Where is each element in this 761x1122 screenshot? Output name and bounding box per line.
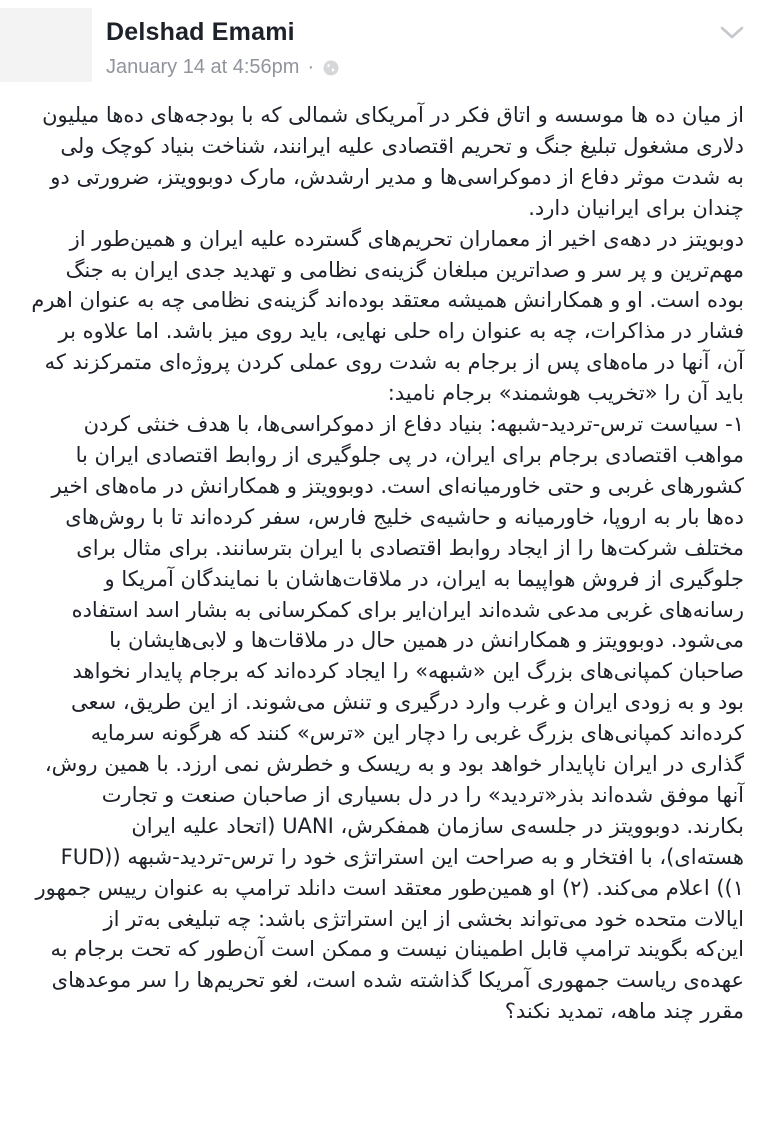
author-name[interactable]: Delshad Emami — [106, 18, 295, 46]
post-paragraph: از میان ده ها موسسه و اتاق فکر در آمریکای شمالی که با بودجه‌های ده‌ها میلیون دلاری مشغول تبلیغ جنگ و تحریم اقتصادی علیه ایرانند، شناخت بنیاد کوچک ولی به شدت موثر دفاع از دموکراسی‌ها و مدیر ارشدش، مارک دوبوویتز، ضرورتی دو چندان برای ایرانیان دارد. — [42, 103, 744, 220]
post-timestamp[interactable]: January 14 at 4:56pm — [106, 56, 300, 78]
post-meta — [106, 56, 340, 79]
post-paragraph: دوبویتز در دهه‌ی اخیر از معماران تحریم‌های گسترده علیه ایران و همین‌طور از مهم‌ترین و پر سر و صداترین مبلغان گزینه‌ی نظامی و تهدید جدی ایران به جنگ بوده است. او و همکارانش همیشه معتقد بوده‌اند گزینه‌ی نظامی چه به عنوان اهرم فشار در مذاکرات، چه به عنوان راه حلی نهایی، باید روی میز باشد. اما علاوه بر آن، آنها در ماه‌های پس از برجام به شدت روی عملی کردن پروژه‌ای متمرکزند که باید آن را «تخریب هوشمند» برجام نامید: — [31, 226, 744, 406]
post-body — [22, 100, 744, 1027]
avatar[interactable] — [0, 8, 92, 82]
post-header — [0, 0, 761, 90]
chevron-down-icon[interactable] — [718, 22, 746, 42]
globe-icon[interactable] — [322, 59, 340, 77]
post-paragraph: ۱- سیاست ترس-تردید-شبهه: بنیاد دفاع از دموکراسی‌ها، با هدف خنثی کردن مواهب اقتصادی برجام برای ایران، در پی جلوگیری از روابط اقتصادی ایران با کشورهای غربی و حتی خاورمیانه‌ای است. دوبوویتز و همکارانش در ماه‌های اخیر ده‌ها بار به اروپا، خاورمیانه و حاشیه‌ی خلیج فارس، سفر کرده‌اند تا با روش‌های مختلف شرکت‌ها را از ایجاد روابط اقتصادی با ایران بترسانند. برای مثال برای جلوگیری از فروش هواپیما به ایران، در ملاقات‌هاشان با نمایندگان آمریکا و رسانه‌های غربی مدعی شده‌اند ایران‌ایر برای کمکرسانی به بشار اسد استفاده می‌شود. دوبوویتز و همکارانش در همین حال در ملاقات‌ها و لابی‌هایشان با صاحبان کمپانی‌های بزرگ این «شبهه» را ایجاد کرده‌اند که برجام پایدار نخواهد بود و به زودی ایران و غرب وارد درگیری و تنش می‌شوند. از این طریق، سعی کرده‌اند کمپانی‌های بزرگ غربی را دچار این «ترس» کنند که هرگونه سرمایه گذاری در ایران ناپایدار خواهد بود و به ریسک و خطرش نمی ارزد. با همین روش، آنها موفق شده‌اند بذر«تردید» را در دل بسیاری از صاحبان صنعت و تجارت بکارند. دوبوویتز در جلسه‌ی سازمان همفکرش، UANI (اتحاد علیه ایران هسته‌ای)، با افتخار و به صراحت این استراتژی خود را ترس-تردید-شبهه ((FUD ۱)) اعلام می‌کند. (۲) او همین‌طور معتقد است دانلد ترامپ به عنوان رییس جمهور ایالات متحده خود می‌تواند بخشی از این استراتژی باشد: چه تبلیغی به‌تر از این‌که بگویند ترامپ قابل اطمینان نیست و ممکن است آن‌طور که تحت برجام به عهده‌ی ریاست جمهوری آمریکا گذاشته شده است، لغو تحریم‌ها را سر موعدهای مقرر چند ماهه، تمدید نکند؟ — [35, 412, 744, 1024]
meta-separator: · — [307, 56, 315, 78]
